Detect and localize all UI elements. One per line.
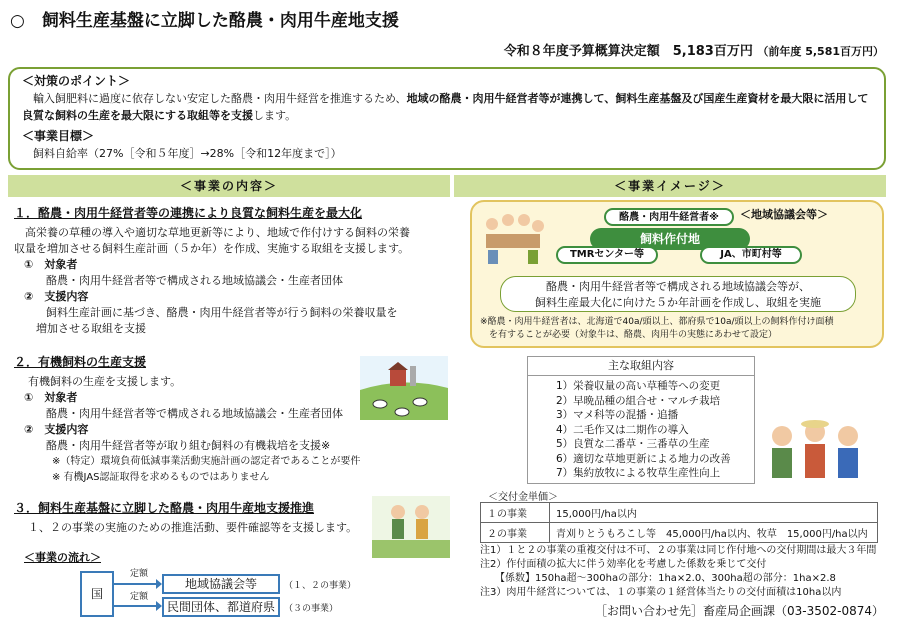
- workers-illustration: [372, 496, 450, 558]
- rate-value: 15,000円/ha以内: [550, 503, 878, 523]
- rates-heading: ＜交付金単価＞: [488, 492, 558, 503]
- section-3-body: １、２の事業の実施のための推進活動、要件確認等を支援します。: [28, 521, 358, 534]
- points-text: [22, 90, 872, 124]
- goal-text: 飼料自給率（27%［令和５年度］→28%［令和12年度まで］）: [22, 147, 342, 160]
- section-3: [14, 500, 357, 536]
- contact-info: ［お問い合わせ先］畜産局企画課（03-3502-0874）: [594, 604, 884, 618]
- budget-amount: [504, 40, 884, 59]
- council-label: ＜地域協議会等＞: [740, 208, 828, 221]
- image-description-box: [500, 276, 856, 312]
- footnote-2: 注2）作付面積の拡大に伴う効率化を考慮した係数を乗じて交付: [480, 559, 767, 570]
- section-1-target-heading: ① 対象者: [24, 258, 78, 271]
- goal-heading: ＜事業目標＞: [22, 129, 95, 143]
- section-1-support-heading: ② 支援内容: [24, 290, 89, 303]
- points-text-c: します。: [253, 109, 297, 122]
- initiative-item: 4）二毛作又は二期作の導入: [556, 423, 689, 436]
- points-heading: ＜対策のポイント＞: [22, 74, 131, 88]
- policy-points-box: [8, 67, 886, 170]
- rate-name: １の事業: [481, 503, 550, 523]
- section-1-target-body: 酪農・肉用牛経営者等で構成される地域協議会・生産者団体: [46, 274, 343, 287]
- section-2-note-1: ※（特定）環境負荷低減事業活動実施計画の認定者であることが要件: [52, 456, 361, 467]
- footnotes: [480, 544, 876, 600]
- section-3-heading: ３．飼料生産基盤に立脚した酪農・肉用牛産地支援推進: [14, 501, 315, 515]
- flow-box-council: 地域協議会等: [162, 574, 280, 594]
- image-desc-2: 飼料生産最大化に向けた５か年計画を作成し、取組を実施: [535, 296, 821, 309]
- image-note: [480, 316, 834, 342]
- ja-oval: JA、市町村等: [700, 246, 802, 264]
- initiative-item: 7）集約放牧による牧草生産性向上: [556, 467, 721, 479]
- initiatives-list: [528, 376, 754, 481]
- table-row: [481, 503, 878, 523]
- flow-box-council-note: （１、２の事業）: [284, 581, 357, 591]
- points-text-bold: 地域の酪農・肉用牛経営者等が連携して、飼料生産基盤及び国産生産資材を最大限に活用して良質な飼料の生産を最大限にする取組等を支援: [22, 92, 869, 122]
- image-desc-1: 酪農・肉用牛経営者等で構成される地域協議会等が、: [546, 280, 810, 293]
- section-1-support-body-2: 増加させる取組を支援: [36, 322, 146, 335]
- section-1-support-body-1: 飼料生産計画に基づき、酪農・肉用牛経営者等が行う飼料の栄養収量を: [46, 306, 398, 319]
- flow-source-box: 国: [80, 571, 114, 617]
- initiative-item: 3）マメ科等の混播・追播: [556, 409, 679, 421]
- section-1: [14, 205, 410, 337]
- farmer-oval: 酪農・肉用牛経営者※: [604, 208, 734, 226]
- flow-box-private: 民間団体、都道府県: [162, 597, 280, 617]
- section-1-body-1: 高栄養の草種の導入や適切な草地更新等により、地域で作付けする飼料の栄養: [14, 226, 410, 239]
- field-oval: 飼料作付地: [590, 228, 750, 250]
- section-2-support-heading: ② 支援内容: [24, 423, 89, 436]
- section-2-note-2: ※ 有機JAS認証取得を求めるものではありません: [52, 472, 270, 483]
- footnote-1: 注1）１と２の事業の重複交付は不可、２の事業は同じ作付地への交付期間は最大３年間: [480, 545, 877, 556]
- budget-previous: （前年度 5,581百万円）: [757, 45, 884, 58]
- section-2-target-heading: ① 対象者: [24, 391, 78, 404]
- tmr-oval: TMRセンター等: [556, 246, 658, 264]
- section-2-body: 有機飼料の生産を支援します。: [28, 375, 182, 388]
- flow-arrow-1-label: 定額: [130, 569, 149, 579]
- footnote-3: 【係数】150ha超～300haの部分：1ha×2.0、300ha超の部分：1ha×2.8: [480, 573, 836, 584]
- budget-main: 令和８年度予算概算決定額 5,183百万円: [503, 44, 753, 59]
- section-2-heading: ２．有機飼料の生産支援: [14, 355, 147, 369]
- initiative-item: 6）適切な草地更新による地力の改善: [556, 452, 731, 465]
- initiative-item: 5）良質な二番草・三番草の生産: [556, 438, 710, 450]
- rates-table: [480, 502, 878, 543]
- page-title: ○ 飼料生産基盤に立脚した酪農・肉用牛産地支援: [10, 11, 399, 31]
- image-note-2: を有することが必要（対象牛は、酪農、肉用牛の実態にあわせて設定）: [480, 330, 778, 340]
- right-section-header: ＜事業イメージ＞: [454, 175, 886, 197]
- section-2-target-body: 酪農・肉用牛経営者等で構成される地域協議会・生産者団体: [46, 407, 343, 420]
- section-1-heading: １．酪農・肉用牛経営者等の連携により良質な飼料生産を最大化: [14, 206, 363, 220]
- initiative-item: 2）早晩品種の組合せ・マルチ栽培: [556, 394, 721, 407]
- section-2-support-body: 酪農・肉用牛経営者等が取り組む飼料の有機栽培を支援※: [46, 439, 331, 452]
- section-2: [14, 354, 360, 486]
- rate-value: 青刈りとうもろこし等 45,000円/ha以内、牧草 15,000円/ha以内: [550, 523, 878, 543]
- initiatives-heading: 主な取組内容: [528, 357, 754, 376]
- section-1-body-2: 収量を増加させる飼料生産計画（５か年）を作成、実施する取組を支援します。: [14, 242, 410, 255]
- flow-heading: ＜事業の流れ＞: [24, 551, 101, 564]
- footnote-4: 注3）肉用牛経営については、１の事業の１経営体当たりの交付面積は10ha以内: [480, 587, 842, 598]
- rate-name: ２の事業: [481, 523, 550, 543]
- flow-box-private-note: （３の事業）: [284, 604, 339, 614]
- initiatives-box: [527, 356, 755, 484]
- table-row: [481, 523, 878, 543]
- left-section-header: ＜事業の内容＞: [8, 175, 450, 197]
- image-note-1: ※酪農・肉用牛経営者は、北海道で40a/頭以上、都府県で10a/頭以上の飼料作付け面積: [480, 317, 834, 327]
- meeting-illustration: [478, 206, 548, 266]
- initiative-item: 1）栄養収量の高い草種等への変更: [556, 380, 721, 392]
- points-text-a: 輸入飼肥料に過度に依存しない安定した酪農・肉用牛経営を推進するため、: [22, 92, 407, 105]
- farmers-illustration: [760, 418, 870, 484]
- farm-illustration: [360, 356, 448, 420]
- flow-arrow-2-label: 定額: [130, 592, 149, 602]
